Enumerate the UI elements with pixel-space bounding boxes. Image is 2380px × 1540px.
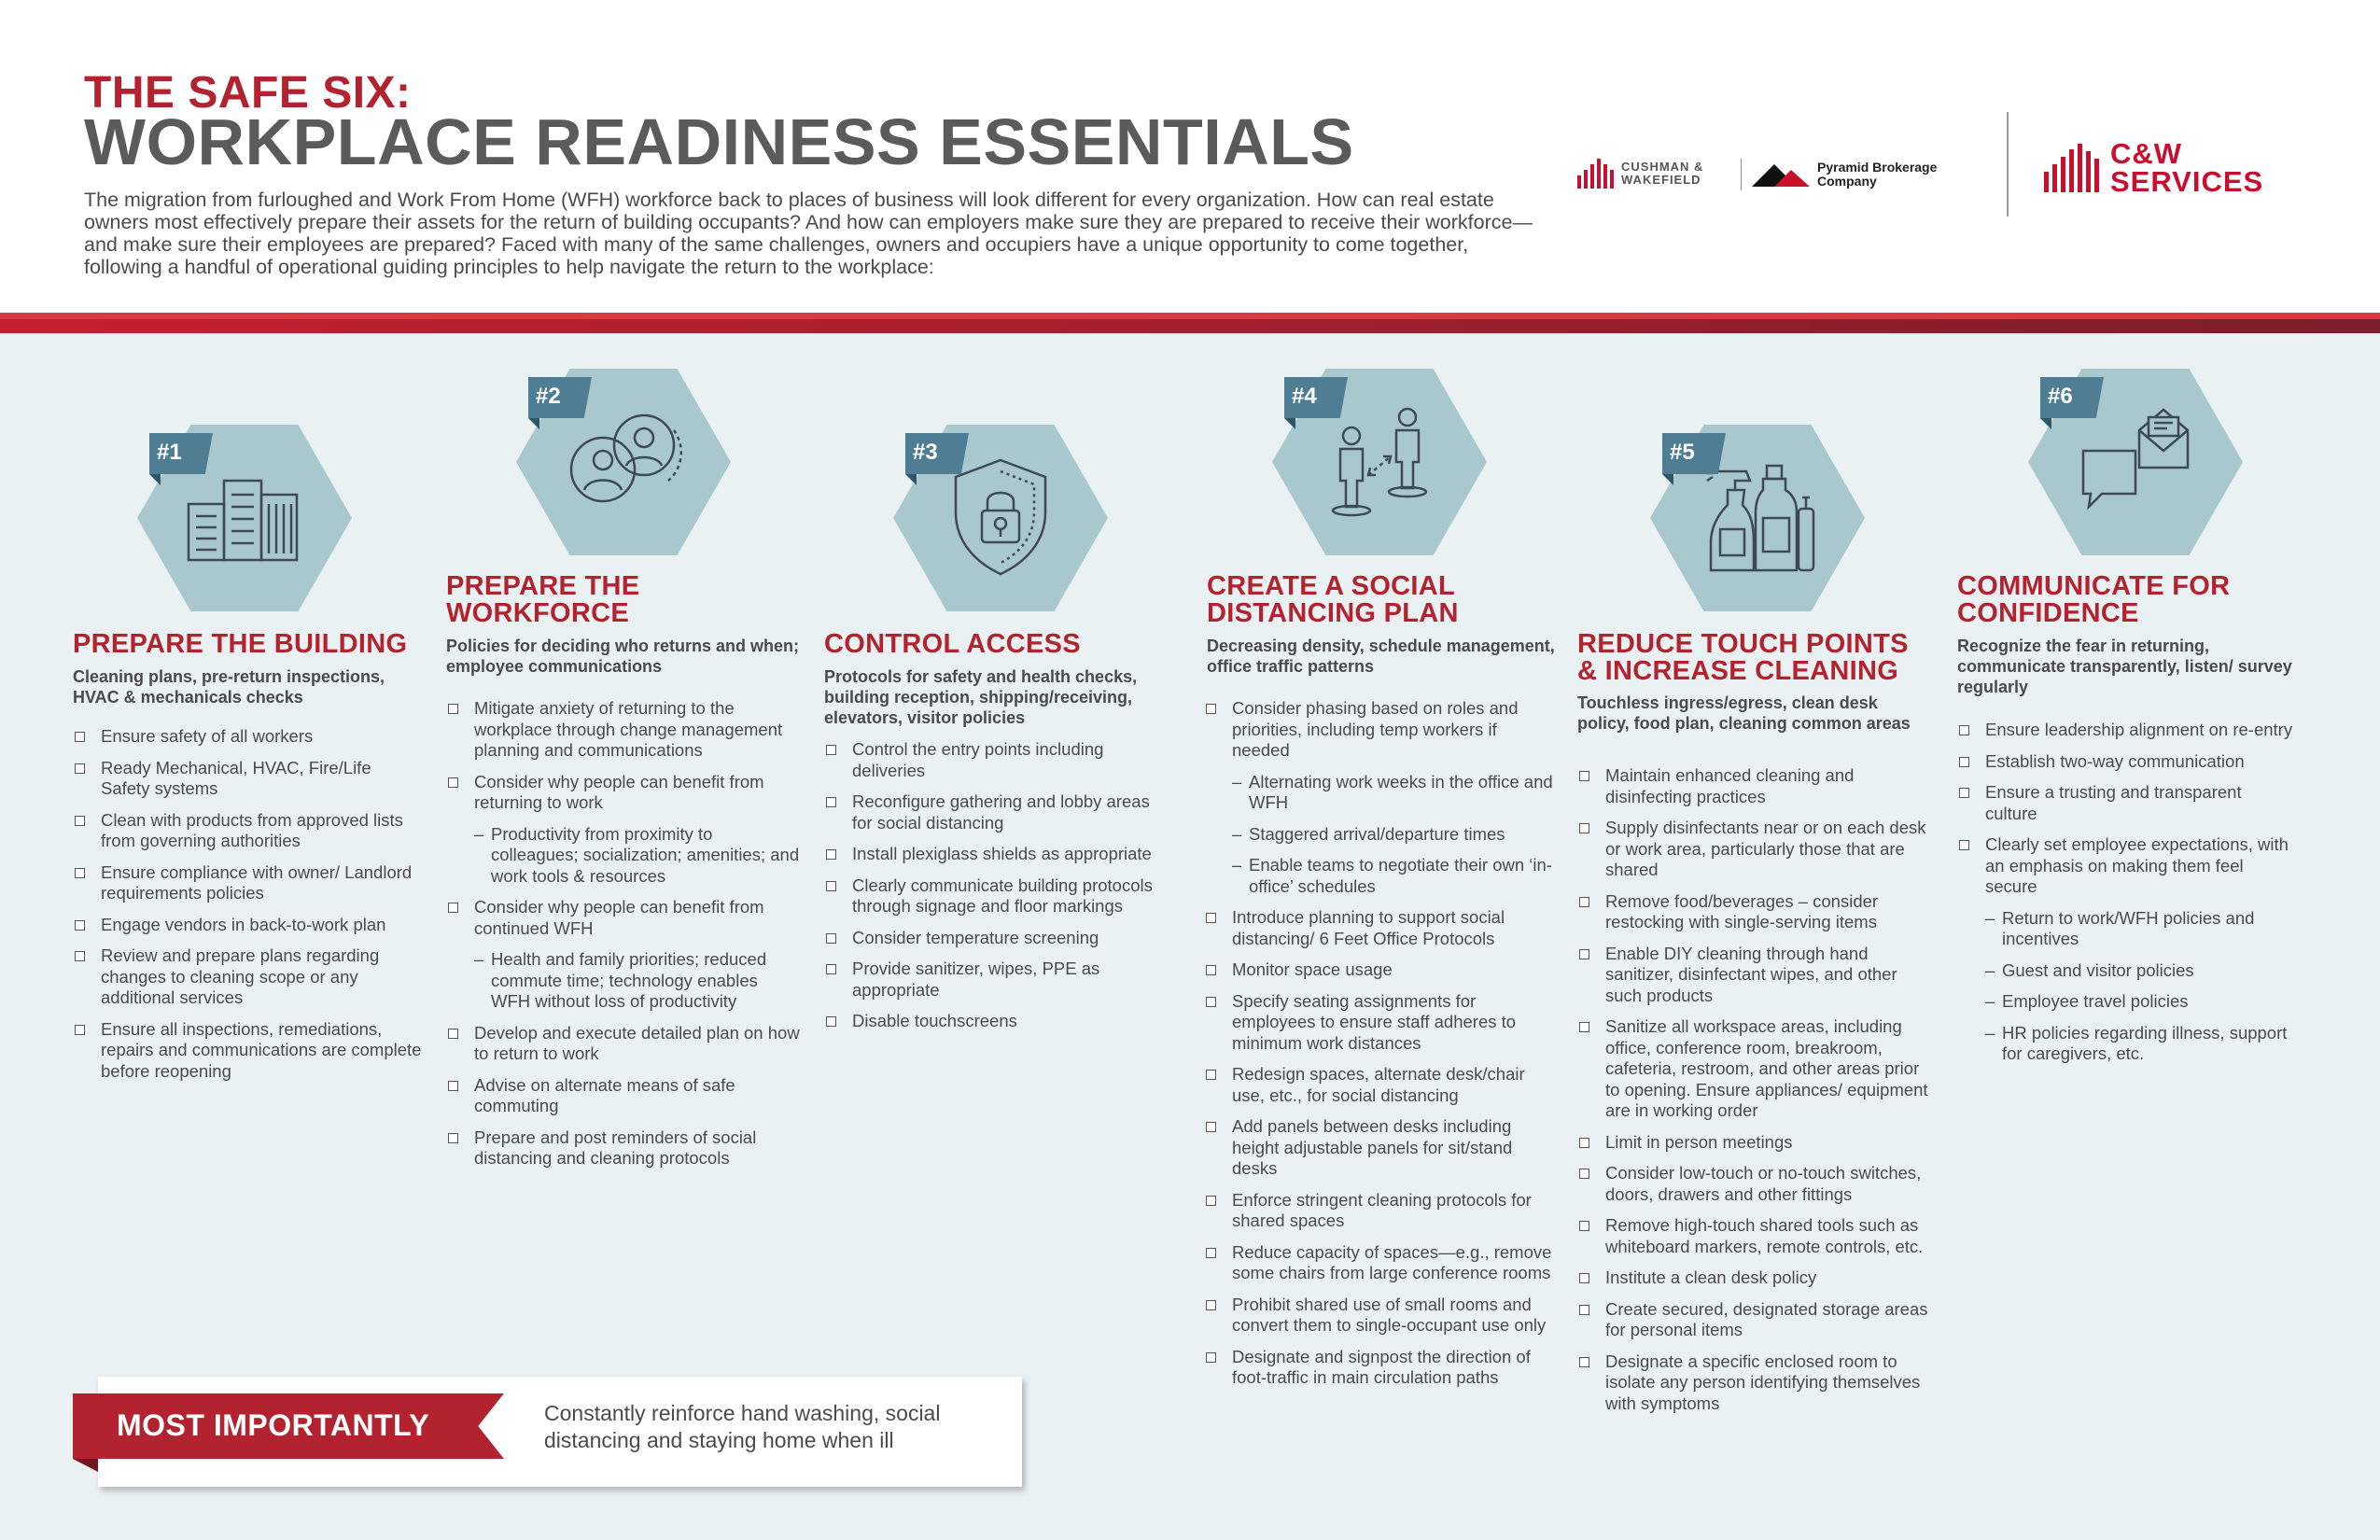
badge-number: #5 (1670, 440, 1695, 465)
list-subitem: – Productivity from proximity to colleagues; socialization; amenities; and work tools & resources (446, 824, 801, 888)
list-item: Introduce planning to support social distancing/ 6 Feet Office Protocols (1204, 907, 1557, 949)
list-item: Remove food/beverages – consider restocking with single-serving items (1577, 891, 1937, 933)
list-item: Establish two-way communication (1957, 751, 2298, 773)
list-item: Consider why people can benefit from returning to work (446, 772, 801, 814)
column-heading: COMMUNICATE FOR CONFIDENCE (1957, 571, 2231, 628)
list-item: Limit in person meetings (1577, 1132, 1937, 1154)
list-item: Consider why people can benefit from continued WFH (446, 897, 801, 939)
column-heading: REDUCE TOUCH POINTS & INCREASE CLEANING (1577, 629, 1909, 686)
badge-4 (1284, 377, 1351, 429)
badge-number: #1 (157, 440, 182, 465)
list-item: Redesign spaces, alternate desk/chair use, etc., for social distancing (1204, 1064, 1557, 1106)
column-heading: CREATE A SOCIAL DISTANCING PLAN (1207, 571, 1459, 628)
list-item: Designate and signpost the direction of foot-traffic in main circulation paths (1204, 1347, 1557, 1389)
list-item: Prepare and post reminders of social distancing and cleaning protocols (446, 1127, 801, 1169)
column-subtitle: Cleaning plans, pre-return inspections, HVAC & mechanicals checks (73, 667, 385, 707)
list-item: Install plexiglass shields as appropriate (824, 844, 1169, 865)
list-item: Enforce stringent cleaning protocols for shared spaces (1204, 1190, 1557, 1232)
list-item: Control the entry points including deliveries (824, 739, 1169, 781)
list-subitem: – Guest and visitor policies (1957, 960, 2298, 982)
column-subtitle: Policies for deciding who returns and when; employee communications (446, 637, 800, 676)
list-item: Consider temperature screening (824, 928, 1169, 949)
list-item: Monitor space usage (1204, 959, 1557, 981)
most-importantly-text: Constantly reinforce hand washing, social distancing and staying home when ill (544, 1401, 941, 1452)
column-list (1577, 765, 1937, 1424)
list-item: Clean with products from approved lists from governing authorities (73, 810, 423, 852)
column-heading: CONTROL ACCESS (824, 629, 1081, 659)
list-item: Clearly communicate building protocols through signage and floor markings (824, 875, 1169, 917)
list-item: Maintain enhanced cleaning and disinfecting practices (1577, 765, 1937, 807)
list-item: Enable DIY cleaning through hand sanitizer, disinfectant wipes, and other such products (1577, 944, 1937, 1007)
list-item: Provide sanitizer, wipes, PPE as appropriate (824, 959, 1169, 1001)
list-item: Consider phasing based on roles and priorities, including temp workers if needed (1204, 698, 1557, 762)
badge-1 (149, 433, 217, 485)
badge-number: #2 (536, 384, 561, 409)
list-subitem: – Employee travel policies (1957, 991, 2298, 1013)
cw-services-logo (2044, 137, 2264, 198)
column-subtitle: Recognize the fear in returning, communicate transparently, listen/ survey regularly (1957, 637, 2292, 696)
list-item: Institute a clean desk policy (1577, 1267, 1937, 1289)
list-item: Add panels between desks including height adjustable panels for sit/stand desks (1204, 1116, 1557, 1180)
list-subitem: – Enable teams to negotiate their own ‘in-office’ schedules (1204, 855, 1557, 897)
badge-2 (528, 377, 595, 429)
red-band-highlight (0, 313, 2380, 319)
list-item: Disable touchscreens (824, 1011, 1169, 1032)
badge-number: #3 (913, 440, 938, 465)
cushman-bars-icon (1577, 159, 1614, 189)
badge-6 (2040, 377, 2107, 429)
column-list (1204, 698, 1557, 1399)
list-subitem: – HR policies regarding illness, support for caregivers, etc. (1957, 1023, 2298, 1065)
list-item: Ensure a trusting and transparent culture (1957, 782, 2298, 824)
column-heading: PREPARE THE BUILDING (73, 629, 408, 659)
logo-divider (1741, 159, 1742, 190)
badge-number: #6 (2048, 384, 2073, 409)
pyramid-brokerage-logo (1750, 161, 1937, 189)
header (0, 0, 2380, 313)
list-item: Clearly set employee expectations, with an emphasis on making them feel secure (1957, 834, 2298, 898)
column-list (1957, 720, 2298, 1075)
list-item: Review and prepare plans regarding changes to cleaning scope or any additional services (73, 945, 423, 1009)
list-item: Remove high-touch shared tools such as whiteboard markers, remote controls, etc. (1577, 1215, 1937, 1257)
most-importantly-label: MOST IMPORTANTLY (117, 1408, 430, 1442)
intro-paragraph: The migration from furloughed and Work From Home (WFH) workforce back to places of business will look different for every organization. How can real estate owners most effectively prepare their assets for the return of building occupants? And how can employers make sure they are prepared to receive their workforce—and make sure their employees are prepared? Faced with many of the same challenges, owners and occupiers have a unique opportunity to come together, following a handful of operational guiding principles to help navigate the return to the workplace: (84, 189, 1533, 278)
list-item: Reduce capacity of spaces—e.g., remove some chairs from large conference rooms (1204, 1242, 1557, 1284)
column-subtitle: Protocols for safety and health checks, building reception, shipping/receiving, elevators, visitor policies (824, 667, 1138, 727)
cw-services-line-2: SERVICES (2110, 165, 2264, 198)
column-list (446, 698, 801, 1180)
list-item: Consider low-touch or no-touch switches, doors, drawers and other fittings (1577, 1163, 1937, 1205)
list-item: Sanitize all workspace areas, including office, conference room, breakroom, cafeteria, restroom, and other areas prior to opening. Ensure appliances/ equipment are in working order (1577, 1016, 1937, 1122)
list-item: Ready Mechanical, HVAC, Fire/Life Safety systems (73, 758, 423, 800)
list-item: Mitigate anxiety of returning to the workplace through change management planning and communications (446, 698, 801, 762)
list-item: Ensure all inspections, remediations, repairs and communications are complete before reopening (73, 1019, 423, 1083)
list-subitem: – Return to work/WFH policies and incentives (1957, 908, 2298, 950)
list-item: Ensure safety of all workers (73, 726, 423, 748)
list-item: Ensure leadership alignment on re-entry (1957, 720, 2298, 741)
logo-vertical-divider (2007, 112, 2009, 217)
column-subtitle: Touchless ingress/egress, clean desk policy, food plan, cleaning common areas (1577, 693, 1911, 733)
list-item: Reconfigure gathering and lobby areas for social distancing (824, 791, 1169, 833)
pyramid-line-2: Company (1817, 174, 1877, 189)
list-item: Advise on alternate means of safe commuting (446, 1075, 801, 1117)
title-line-2: WORKPLACE READINESS ESSENTIALS (84, 105, 1354, 178)
list-item: Develop and execute detailed plan on how to return to work (446, 1023, 801, 1065)
list-item: Specify seating assignments for employees to ensure staff adheres to minimum work distances (1204, 991, 1557, 1055)
cushman-line-1: CUSHMAN & (1621, 160, 1704, 174)
column-heading: PREPARE THE WORKFORCE (446, 571, 640, 628)
list-subitem: – Health and family priorities; reduced commute time; technology enables WFH without loss of productivity (446, 949, 801, 1013)
cushman-line-2: WAKEFIELD (1621, 173, 1701, 187)
cw-services-bars-icon (2044, 144, 2099, 192)
title-line-1: THE SAFE SIX: (84, 68, 412, 118)
list-item: Engage vendors in back-to-work plan (73, 915, 423, 936)
pyramid-icon (1750, 161, 1812, 189)
column-list (73, 726, 423, 1092)
pyramid-line-1: Pyramid Brokerage (1817, 160, 1938, 175)
badge-5 (1662, 433, 1729, 485)
logo-area (1577, 112, 2324, 224)
list-item: Supply disinfectants near or on each desk or work area, particularly those that are shared (1577, 818, 1937, 881)
list-item: Create secured, designated storage areas for personal items (1577, 1299, 1937, 1341)
cushman-wakefield-logo (1577, 159, 1703, 189)
list-item: Prohibit shared use of small rooms and convert them to single-occupant use only (1204, 1295, 1557, 1337)
column-subtitle: Decreasing density, schedule management, office traffic patterns (1207, 637, 1555, 676)
column-list (824, 739, 1169, 1043)
list-subitem: – Alternating work weeks in the office and WFH (1204, 772, 1557, 814)
badge-number: #4 (1292, 384, 1317, 409)
cw-services-line-1: C&W (2110, 137, 2183, 170)
badge-3 (905, 433, 973, 485)
list-item: Designate a specific enclosed room to isolate any person identifying themselves with symptoms (1577, 1351, 1937, 1415)
list-item: Ensure compliance with owner/ Landlord requirements policies (73, 862, 423, 904)
list-subitem: – Staggered arrival/departure times (1204, 824, 1557, 846)
